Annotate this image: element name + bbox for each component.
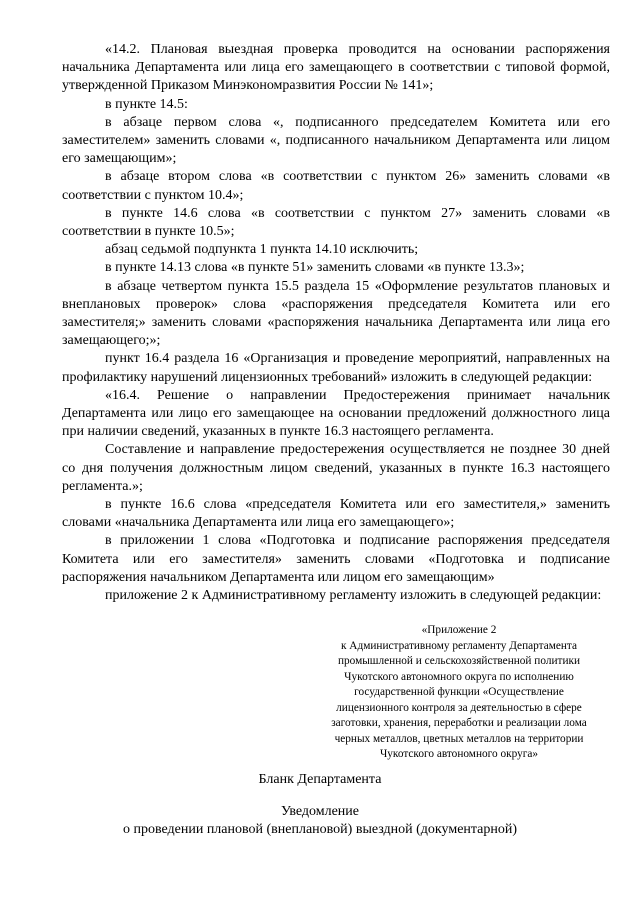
appendix-line: промышленной и сельскохозяйственной политики	[337, 655, 581, 667]
notice-title: Уведомление	[280, 804, 359, 819]
paragraph: абзац седьмой подпункта 1 пункта 14.10 исключить;	[105, 242, 419, 258]
appendix-caption	[298, 623, 620, 763]
paragraph: в абзаце первом слова «, подписанного председателем Комитета или его заместителем» заменить словами «, подписанного начальником Департамента или лицом его замещающим»;	[62, 114, 610, 167]
appendix-line: государственной функции «Осуществление	[354, 686, 564, 698]
appendix-line: заготовки, хранения, переработки и реализации лома	[331, 717, 587, 729]
paragraph: в абзаце втором слова «в соответствии с пунктом 26» заменить словами «в соответствии с пунктом 10.4»;	[62, 169, 610, 203]
paragraph: в пункте 14.5:	[105, 96, 188, 112]
paragraph: пункт 16.4 раздела 16 «Организация и проведение мероприятий, направленных на профилактику нарушений лицензионных требований» изложить в следующей редакции:	[62, 351, 610, 385]
document-body	[62, 41, 610, 605]
appendix-line: Чукотского автономного округа по исполнению	[344, 670, 574, 683]
paragraph: в пункте 14.13 слова «в пункте 51» заменить словами «в пункте 13.3»;	[105, 260, 525, 276]
appendix-line: лицензионного контроля за деятельностью в сфере	[336, 701, 582, 714]
paragraph: приложение 2 к Административному регламенту изложить в следующей редакции:	[105, 588, 602, 604]
paragraph: в пункте 16.6 слова «председателя Комитета или его заместителя,» заменить словами «начальника Департамента или лица его замещающего»;	[62, 497, 610, 531]
appendix-line: черных металлов, цветных металлов на территории	[334, 732, 584, 745]
appendix-line: «Приложение 2	[421, 624, 497, 636]
paragraph: в приложении 1 слова «Подготовка и подписание распоряжения председателя Комитета или его заместителя» заменить словами «Подготовка и подписание распоряжения начальником Департамента или лицом его замещающим»	[62, 533, 610, 585]
blank-heading: Бланк Департамента	[258, 772, 382, 787]
appendix-line: Чукотского автономного округа»	[379, 748, 539, 760]
paragraph: Составление и направление предостережения осуществляется не позднее 30 дней со дня получения должностным лицом сведений, указанных в пункте 16.3 настоящего регламента.»;	[62, 442, 610, 494]
notice-subtitle: о проведении плановой (внеплановой) выездной (документарной)	[122, 822, 518, 837]
appendix-line: к Административному регламенту Департамента	[340, 639, 578, 652]
paragraph: «14.2. Плановая выездная проверка проводится на основании распоряжения начальника Департамента или лица его замещающего в соответствии с типовой формой, утвержденной Приказом Минэкономразвития России № 141»;	[62, 42, 610, 94]
paragraph: «16.4. Решение о направлении Предостережения принимает начальник Департамента или лицо его замещающее на основании предложений должностного лица при наличии сведений, указанных в пункте 16.3 настоящего регламента.	[62, 387, 610, 440]
paragraph: в абзаце четвертом пункта 15.5 раздела 15 «Оформление результатов плановых и внеплановых проверок» слова «распоряжения председателя Комитета или его заместителя;» заменить словами «распоряжения начальника Департамента или лица его замещающего;»;	[62, 278, 610, 349]
paragraph: в пункте 14.6 слова «в соответствии с пунктом 27» заменить словами «в соответствии в пункте 10.5»;	[62, 205, 610, 240]
